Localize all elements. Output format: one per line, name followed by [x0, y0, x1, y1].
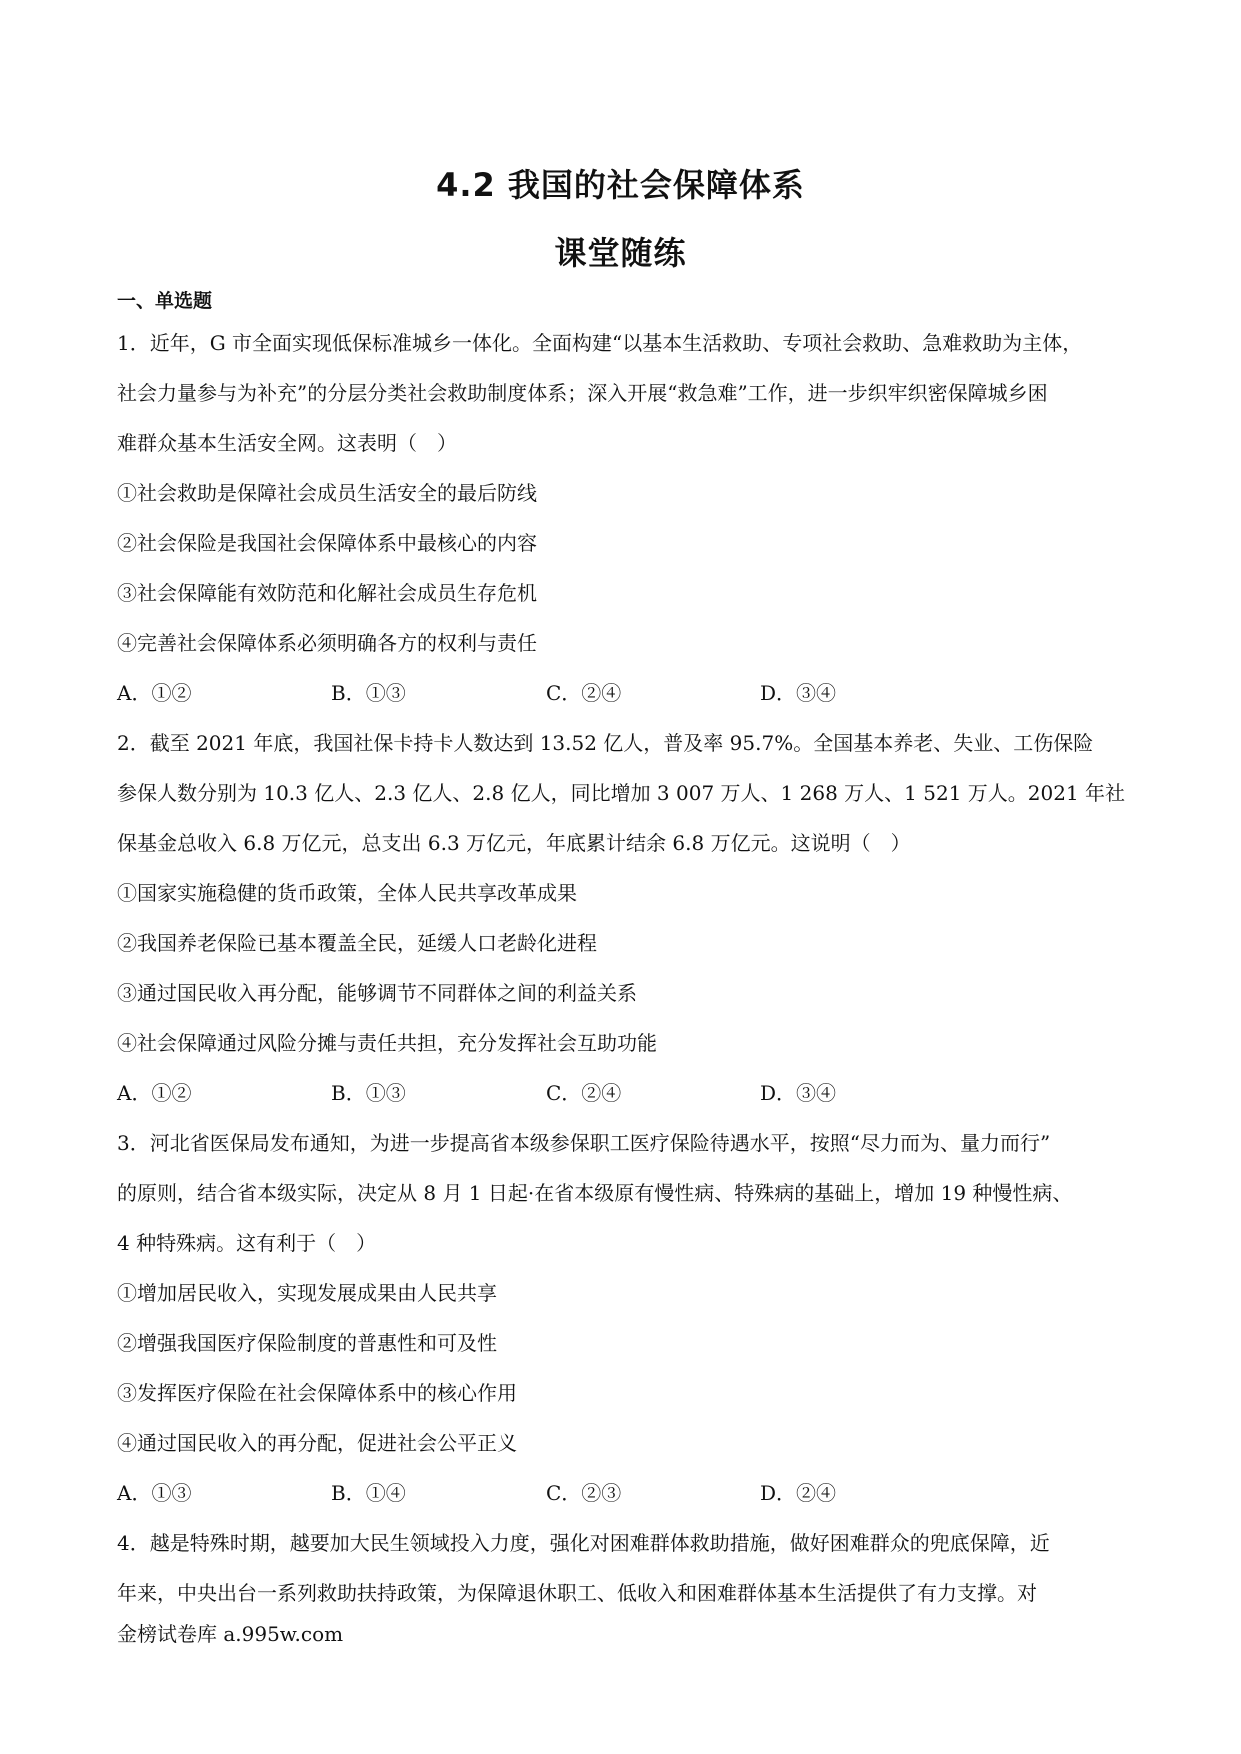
- answer-choice: C．②④: [546, 681, 622, 705]
- question-stem-line: 参保人数分别为 10.3 亿人、2.3 亿人、2.8 亿人，同比增加 3 007 万人、1 268 万人、1 521 万人。2021 年社: [117, 781, 1126, 805]
- statement-option: ②我国养老保险已基本覆盖全民，延缓人口老龄化进程: [117, 931, 597, 955]
- answer-choice: B．①④: [331, 1481, 406, 1505]
- question-stem-line: 1．近年，G 市全面实现低保标准城乡一体化。全面构建“以基本生活救助、专项社会救助、急难救助为主体，: [117, 331, 1083, 355]
- statement-option: ①增加居民收入，实现发展成果由人民共享: [117, 1281, 497, 1305]
- statement-option: ①社会救助是保障社会成员生活安全的最后防线: [117, 481, 537, 505]
- statement-option: ③通过国民收入再分配，能够调节不同群体之间的利益关系: [117, 981, 637, 1005]
- question-stem-line: 的原则，结合省本级实际，决定从 8 月 1 日起·在省本级原有慢性病、特殊病的基础上，增加 19 种慢性病、: [117, 1181, 1073, 1205]
- statement-option: ③社会保障能有效防范和化解社会成员生存危机: [117, 581, 537, 605]
- question-stem-line: 年来，中央出台一系列救助扶持政策，为保障退休职工、低收入和困难群体基本生活提供了有力支撑。对: [117, 1581, 1037, 1605]
- answer-choices: [117, 668, 1127, 718]
- answer-choice: B．①③: [331, 681, 406, 705]
- question-list: [117, 318, 1127, 1618]
- answer-choice: A．①②: [117, 1081, 192, 1105]
- page-subtitle: 课堂随练: [554, 234, 687, 272]
- answer-choice: A．①②: [117, 681, 192, 705]
- question-4: [117, 1518, 1127, 1618]
- answer-choice: A．①③: [117, 1481, 192, 1505]
- question-stem-line: 2．截至 2021 年底，我国社保卡持卡人数达到 13.52 亿人，普及率 95.7%。全国基本养老、失业、工伤保险: [117, 731, 1094, 755]
- section-heading: 一、单选题: [117, 290, 213, 312]
- answer-choice: C．②③: [546, 1481, 622, 1505]
- answer-choices: [117, 1068, 1127, 1118]
- statement-option: ①国家实施稳健的货币政策，全体人民共享改革成果: [117, 881, 577, 905]
- footer-watermark: 金榜试卷库 a.995w.com: [117, 1622, 344, 1646]
- statement-option: ②增强我国医疗保险制度的普惠性和可及性: [117, 1331, 497, 1355]
- statement-option: ④通过国民收入的再分配，促进社会公平正义: [117, 1431, 517, 1455]
- question-1: [117, 318, 1127, 718]
- answer-choice: C．②④: [546, 1081, 622, 1105]
- page-title: 4.2 我国的社会保障体系: [436, 166, 805, 204]
- answer-choice: D．②④: [760, 1481, 837, 1505]
- answer-choice: D．③④: [760, 1081, 837, 1105]
- question-2: [117, 718, 1127, 1118]
- answer-choice: B．①③: [331, 1081, 406, 1105]
- statement-option: ③发挥医疗保险在社会保障体系中的核心作用: [117, 1381, 517, 1405]
- question-stem-line: 难群众基本生活安全网。这表明（ ）: [117, 431, 457, 455]
- answer-choice: D．③④: [760, 681, 837, 705]
- statement-option: ④社会保障通过风险分摊与责任共担，充分发挥社会互助功能: [117, 1031, 657, 1055]
- question-stem-line: 4 种特殊病。这有利于（ ）: [117, 1231, 377, 1255]
- question-3: [117, 1118, 1127, 1518]
- statement-option: ④完善社会保障体系必须明确各方的权利与责任: [117, 631, 537, 655]
- question-stem-line: 社会力量参与为补充”的分层分类社会救助制度体系；深入开展“救急难”工作，进一步织牢织密保障城乡困: [117, 381, 1048, 405]
- question-stem-line: 4．越是特殊时期，越要加大民生领域投入力度，强化对困难群体救助措施，做好困难群众的兜底保障，近: [117, 1531, 1050, 1555]
- question-stem-line: 3．河北省医保局发布通知，为进一步提高省本级参保职工医疗保险待遇水平，按照“尽力而为、量力而行”: [117, 1131, 1051, 1155]
- question-stem-line: 保基金总收入 6.8 万亿元，总支出 6.3 万亿元，年底累计结余 6.8 万亿元。这说明（ ）: [117, 831, 911, 855]
- answer-choices: [117, 1468, 1127, 1518]
- statement-option: ②社会保险是我国社会保障体系中最核心的内容: [117, 531, 537, 555]
